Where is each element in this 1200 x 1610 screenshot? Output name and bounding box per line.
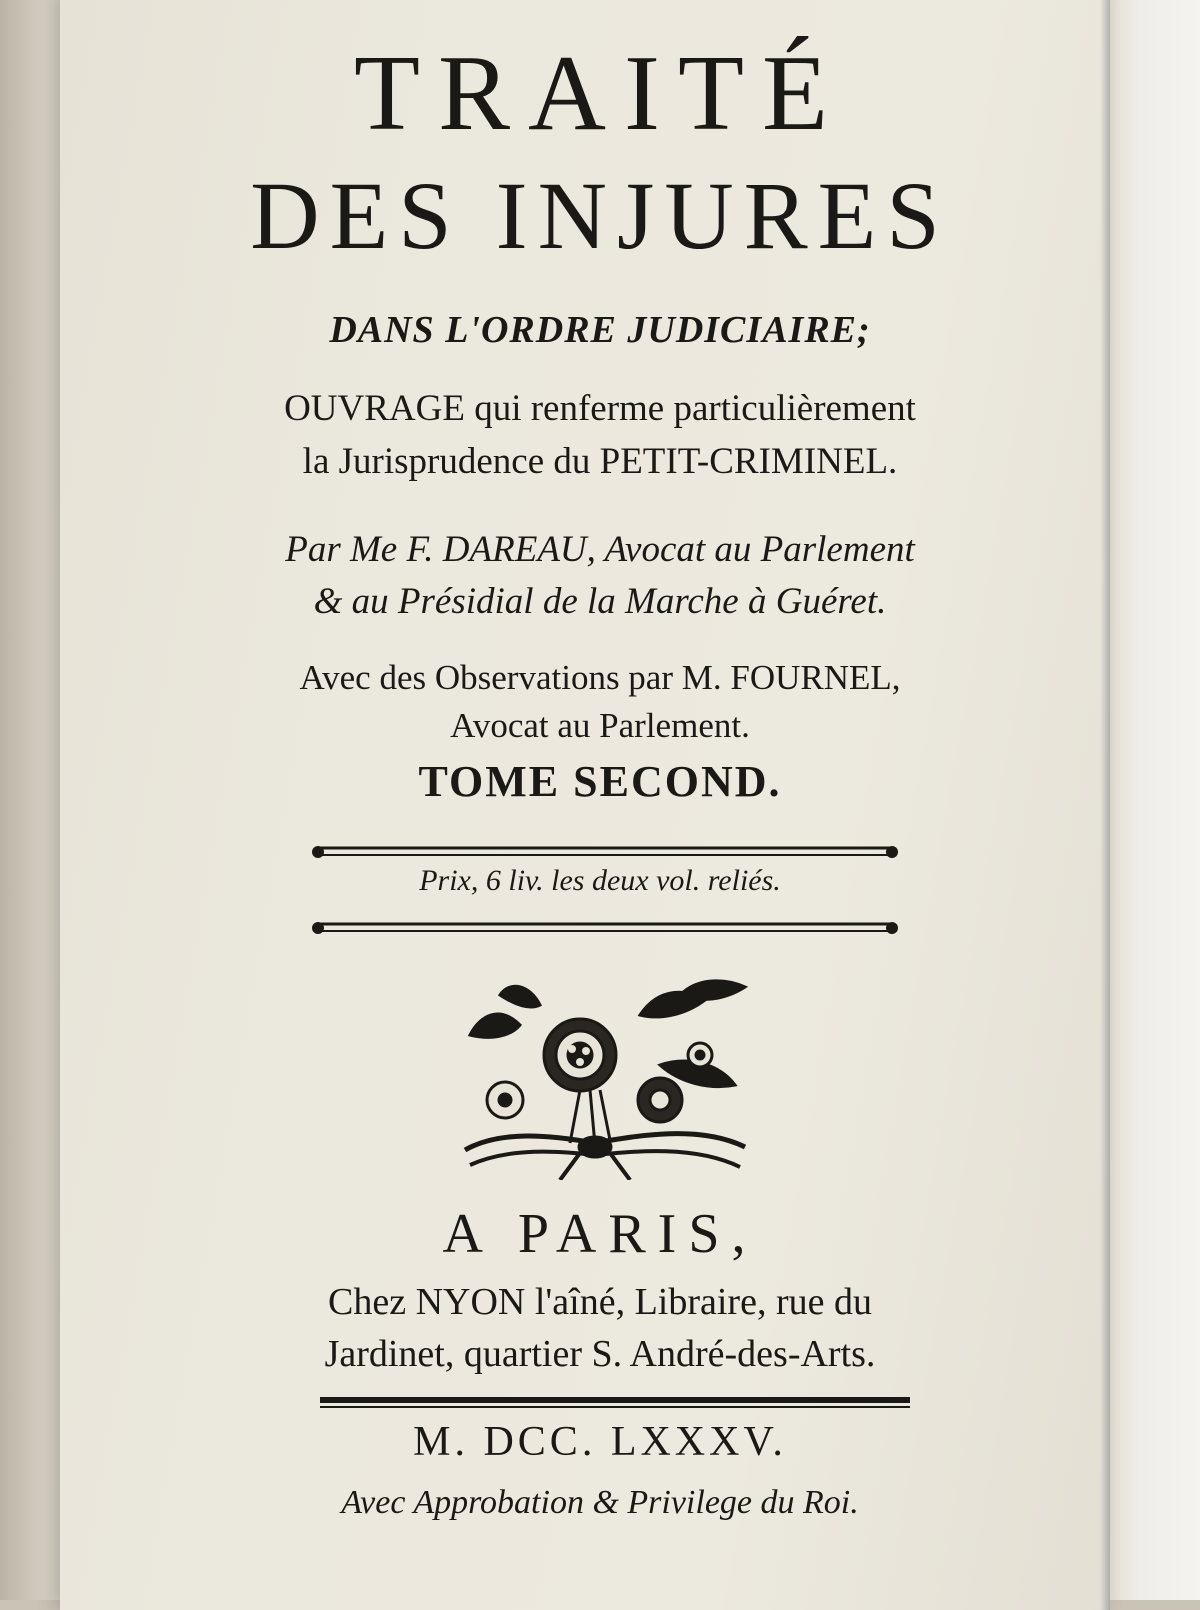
title-line-1: TRAITÉ — [354, 34, 846, 153]
observations-line-1: Avec des Observations par M. FOURNEL, — [299, 658, 901, 697]
subtitle: DANS L'ORDRE JUDICIAIRE; — [329, 309, 871, 351]
observations-line-2: Avocat au Parlement. — [450, 706, 750, 745]
price-note: Prix, 6 liv. les deux vol. reliés. — [419, 864, 781, 897]
imprint-date: M. DCC. LXXXV. — [413, 1419, 787, 1465]
double-rule-ornament — [320, 1395, 910, 1411]
background-right — [1100, 0, 1200, 1600]
imprint-city: A PARIS, — [442, 1203, 758, 1265]
publisher-line-2: Jardinet, quartier S. André-des-Arts. — [324, 1333, 876, 1375]
description-line-1: OUVRAGE qui renferme particulièrement — [284, 388, 916, 429]
ornamental-rule-top — [310, 842, 900, 862]
title-line-2: DES INJURES — [250, 162, 950, 269]
volume-label: TOME SECOND. — [418, 757, 782, 806]
description-line-2: la Jurisprudence du PETIT-CRIMINEL. — [302, 441, 898, 482]
author-line-2: & au Présidial de la Marche à Guéret. — [313, 581, 887, 622]
author-line-1: Par Me F. DAREAU, Avocat au Parlement — [285, 529, 915, 570]
privilege-line: Avec Approbation & Privilege du Roi. — [341, 1484, 859, 1521]
flower-vignette-icon — [460, 975, 750, 1180]
title-page — [60, 0, 1110, 1610]
publisher-line-1: Chez NYON l'aîné, Libraire, rue du — [328, 1281, 872, 1323]
ornamental-rule-bottom — [310, 918, 900, 938]
